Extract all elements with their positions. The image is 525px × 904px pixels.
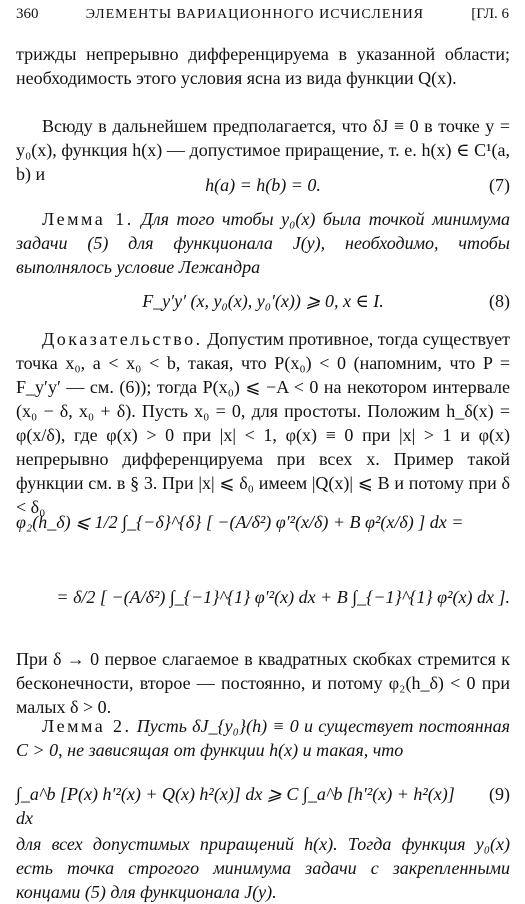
equation-8-number: (8) [489,291,510,311]
equation-9-number: (9) [489,784,510,804]
proof [16,327,510,519]
proof-label: Доказательство. [42,329,203,349]
lemma-2-statement: Пусть δJ_{y₀}(h) ≡ 0 и существует постоянная C > 0, не зависящая от функции h(x) и такая, что [16,716,510,760]
paragraph-1: трижды непрерывно дифференцируема в указанной области; необходимость этого условия ясна из вида функции Q(x). [16,44,510,88]
inequality-line-1: φ₂(h_δ) ⩽ 1/2 ∫_{−δ}^{δ} [ −(A/δ²) φ′²(x/δ) + B φ²(x/δ) ] dx = [16,512,464,532]
paragraph-after-inequality: При δ → 0 первое слагаемое в квадратных скобках стремится к бесконечности, второе — постоянно, и потому φ₂(h_δ) < 0 при малых δ > 0. [16,649,510,717]
inequality-line-2: = δ/2 [ −(A/δ²) ∫_{−1}^{1} φ′²(x) dx + B ∫_{−1}^{1} φ²(x) dx ]. [56,587,510,607]
chapter-label: [ГЛ. 6 [471,6,509,22]
equation-7-number: (7) [489,175,510,195]
display-inequality-line-2 [16,585,510,609]
display-inequality-line-1 [16,510,510,534]
lemma-1-statement: Для того чтобы y₀(x) была точкой минимума задачи (5) для функционала J(y), необходимо, чтобы выполнялось условие Лежандра [16,209,511,277]
lemma-2-label: Лемма 2. [42,716,132,736]
running-title: ЭЛЕМЕНТЫ ВАРИАЦИОННОГО ИСЧИСЛЕНИЯ [85,7,425,22]
page-number: 360 [16,6,39,22]
equation-8-formula: F_y′y′ (x, y₀(x), y₀′(x)) ⩾ 0, x ∈ I. [142,291,384,311]
equation-9-formula: ∫_a^b [P(x) h′²(x) + Q(x) h²(x)] dx ⩾ C ∫_a^b [h′²(x) + h²(x)] dx [16,784,455,828]
equation-8 [16,289,510,313]
paragraph-2: Всюду в дальнейшем предполагается, что δJ ≡ 0 в точке y = y₀(x), функция h(x) — допустимое приращение, т. е. h(x) ∈ C¹(a, b) и [16,116,510,184]
lemma-1 [16,207,510,279]
lemma-2 [16,714,510,762]
equation-7-formula: h(a) = h(b) = 0. [205,175,321,195]
running-header [16,6,509,23]
lemma-1-label: Лемма 1. [42,209,134,229]
lemma-2-conclusion: для всех допустимых приращений h(x). Тогда функция y₀(x) есть точка строгого минимума задачи с закрепленными концами (5) для функционала J(y). [16,834,510,902]
equation-9 [16,782,510,830]
proof-text: Допустим противное, тогда существует точка x₀, a < x₀ < b, такая, что P(x₀) < 0 (напомним, что P = F_y′y′ — см. (6)); тогда P(x₀) ⩽ −A < 0 на некотором интервале (x₀ − δ, x₀ + δ). Пусть x₀ = 0, для простоты. Положим h_δ(x) = φ(x/δ), где φ(x) > 0 при |x| < 1, φ(x) ≡ 0 при |x| > 1 и φ(x) непрерывно дифференцируема при всех x. Пример такой функции см. в § 3. При |x| ⩽ δ₀ имеем |Q(x)| ⩽ B и потому при δ < δ₀ [16,329,511,517]
equation-7 [16,173,510,197]
